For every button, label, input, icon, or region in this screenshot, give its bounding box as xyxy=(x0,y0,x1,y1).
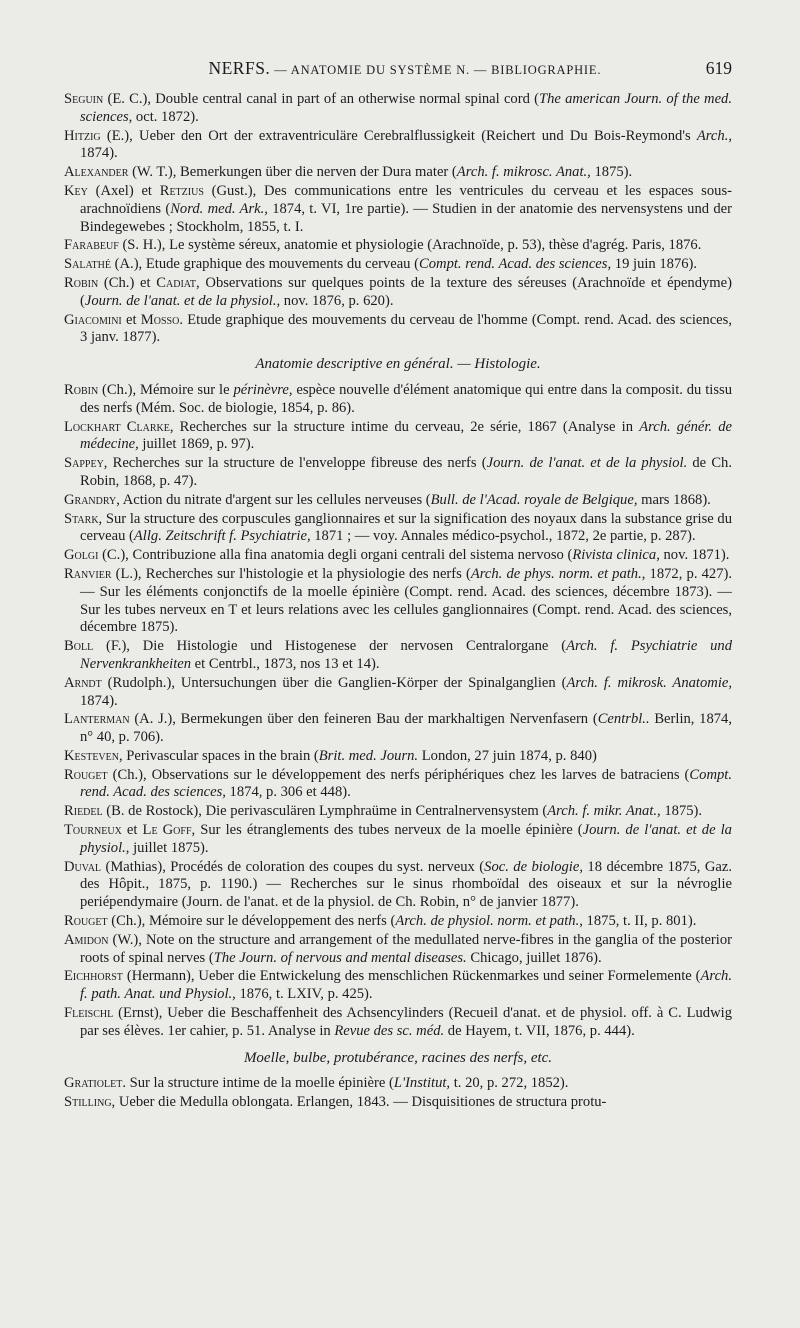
bibliography-entry xyxy=(64,256,732,274)
bibliography-body xyxy=(64,91,732,1113)
entry-text: 1875). xyxy=(590,164,633,181)
entry-text: London, 27 juin 1874, p. 840) xyxy=(418,747,597,764)
bibliography-entry xyxy=(64,511,732,547)
entry-text: , Action du nitrate d'argent sur les cellules nerveuses ( xyxy=(116,491,431,508)
entry-author: Tourneux xyxy=(64,822,122,839)
entry-text: 1874, p. 306 et 448). xyxy=(225,784,351,801)
entry-source: Compt. rend. Acad. des sciences, xyxy=(80,766,732,801)
entry-text: (W.), Note on the structure and arrangement of the medullated nerve-fibres in the ganglia of the posterior roots of spinal nerves ( xyxy=(80,931,732,966)
entry-author: Seguin xyxy=(64,91,104,107)
entry-text: de Ch. Robin, 1868, p. 47). xyxy=(80,455,732,489)
bibliography-entry xyxy=(64,492,732,510)
header-title: NERFS. — ANATOMIE DU SYSTÈME N. — BIBLIOGRAPHIE. xyxy=(208,58,602,78)
entry-source: Soc. de biologie, xyxy=(484,858,583,875)
entry-text: (C.), Contribuzione alla fina anatomia degli organi centrali del sistema nervoso ( xyxy=(98,547,573,564)
entry-author: Cadiat xyxy=(156,274,197,291)
entry-author: Robin xyxy=(64,274,99,291)
entry-source: Nord. med. Ark., xyxy=(170,200,268,217)
bibliography-entry xyxy=(64,275,732,311)
entry-text: , Ueber die Medulla oblongata. Erlangen, 1843. — Disquisitiones de structura protu- xyxy=(111,1094,607,1111)
entry-text: (S. H.), Le système séreux, anatomie et physiologie (Arachnoïde, p. 53), thèse d'agrég. Paris, 1876. xyxy=(118,237,702,254)
entry-text: 1874). xyxy=(80,692,118,709)
entry-text: (F.), Die Histologie und Histogenese der nervosen Centralorgane ( xyxy=(93,638,567,655)
bibliography-entry xyxy=(64,183,732,236)
bibliography-entry xyxy=(64,91,732,127)
entry-text: 19 juin 1876). xyxy=(611,256,698,273)
entry-text: espèce nouvelle d'élément anatomique qui entre dans la composit. du tissu des nerfs (Mém. Soc. de biologie, 1854, p. 86). xyxy=(80,381,732,416)
running-header xyxy=(64,58,732,79)
entry-text: (Ch.), Mémoire sur le développement des nerfs ( xyxy=(107,913,396,930)
bibliography-entry xyxy=(64,913,732,931)
entry-source: Arch. f. mikrosk. Anatomie, xyxy=(566,674,733,691)
entry-author: Hitzig xyxy=(64,127,101,144)
entry-source: The american Journ. of the med. sciences, xyxy=(80,91,733,125)
entry-author: Key xyxy=(64,182,88,199)
entry-text: 1875). xyxy=(660,803,703,820)
entry-text: (Hermann), Ueber die Entwickelung des menschlichen Rückenmarkes und seiner Formelemente ( xyxy=(122,968,701,985)
entry-text: . Etude graphique des mouvements du cerveau de l'homme (Compt. rend. Acad. des sciences, 3 janv. 1877). xyxy=(80,311,732,346)
entry-author: Giacomini xyxy=(64,311,122,328)
entry-source: Arch. f. path. Anat. und Physiol., xyxy=(80,968,732,1003)
entry-source: périnèvre, xyxy=(233,381,293,398)
entry-author: Mosso xyxy=(140,311,180,328)
entry-text: , Recherches sur la structure de l'enveloppe fibreuse des nerfs ( xyxy=(103,455,487,472)
bibliography-entry xyxy=(64,382,732,418)
bibliography-entry xyxy=(64,638,732,674)
bibliography-entry xyxy=(64,128,732,164)
section-heading-histology: Anatomie descriptive en général. — Histologie. xyxy=(255,356,541,373)
bibliography-entry xyxy=(64,547,732,565)
entry-author: Riedel xyxy=(64,803,103,820)
section-heading-spinal-cord: Moelle, bulbe, protubérance, racines des nerfs, etc. xyxy=(243,1049,553,1066)
entry-text: 1871 ; — voy. Annales médico-psychol., 1872, 2e partie, p. 287). xyxy=(310,528,696,545)
bibliography-entry xyxy=(64,566,732,637)
bibliography-entry xyxy=(64,237,732,255)
entry-author: Le Goff xyxy=(142,822,192,839)
entry-text: (B. de Rostock), Die perivasculären Lymphraüme in Centralnervensystem ( xyxy=(102,803,548,820)
entry-source: Arch., xyxy=(696,127,732,144)
entry-text: 1874, t. VI, 1re partie). — Studien in der anatomie des nervensystens und der Bindegewebes ; Stockholm, 1855, t. I. xyxy=(80,200,732,235)
bibliography-entry xyxy=(64,164,732,182)
entry-text: (A. J.), Bermekungen über den feineren Bau der markhaltigen Nervenfasern ( xyxy=(129,711,598,728)
entry-source: Compt. rend. Acad. des sciences, xyxy=(419,256,612,273)
entry-author: Lockhart Clarke xyxy=(64,418,170,435)
entry-text: nov. 1871). xyxy=(659,547,730,564)
entry-list-spinal-cord xyxy=(64,1075,732,1112)
entry-list-histology xyxy=(64,382,732,1041)
bibliography-entry xyxy=(64,932,732,968)
entry-author: Kesteven xyxy=(64,747,119,764)
entry-text: oct. 1872). xyxy=(132,108,199,125)
entry-source: Revue des sc. méd. xyxy=(334,1022,445,1039)
entry-author: Eichhorst xyxy=(64,968,123,985)
entry-author: Sappey xyxy=(64,455,104,472)
entry-text: (Ch.), Observations sur le développement des nerfs périphériques chez les larves de batraciens ( xyxy=(107,766,690,783)
entry-author: Retzius xyxy=(159,182,204,199)
bibliography-entry xyxy=(64,675,732,711)
entry-text: 18 décembre 1875, Gaz. des Hôpit., 1875, p. 1190.) — Recherches sur le sinus rhomboïdal des oiseaux et sur la névroglie periépendymaire (Journ. de l'anat. et de la physiol. de Ch. Robin, n° de janvier 1877). xyxy=(80,858,732,911)
entry-text: Berlin, 1874, n° 40, p. 706). xyxy=(80,711,733,746)
bibliography-entry xyxy=(64,1005,732,1041)
entry-text: (Mathias), Procédés de coloration des coupes du syst. nerveux ( xyxy=(101,858,485,875)
bibliography-entry xyxy=(64,1075,732,1093)
entry-source: Bull. de l'Acad. royale de Belgique, xyxy=(430,491,638,508)
entry-author: Gratiolet xyxy=(64,1075,123,1092)
entry-author: Arndt xyxy=(64,674,102,691)
entry-source: Allg. Zeitschrift f. Psychiatrie, xyxy=(133,528,311,545)
entry-author: Stilling xyxy=(64,1094,112,1111)
entry-source: Journ. de l'anat. et de la physiol., xyxy=(84,292,281,309)
bibliography-entry xyxy=(64,767,732,803)
entry-text: , Observations sur quelques points de la texture des séreuses (Arachnoïde et épendyme) ( xyxy=(80,274,732,309)
bibliography-entry xyxy=(64,312,732,348)
bibliography-entry xyxy=(64,968,732,1004)
entry-source: The Journ. of nervous and mental diseases. xyxy=(213,949,467,966)
entry-source: Arch. f. Psychiatrie und Nervenkrankheiten xyxy=(80,638,733,672)
entry-text: juillet 1869, p. 97). xyxy=(138,436,255,453)
entry-author: Salathé xyxy=(64,256,111,273)
entry-source: Journ. de l'anat. et de la physiol. xyxy=(486,455,688,472)
entry-text: , Sur les étranglements des tubes nerveux de la moelle épinière ( xyxy=(191,822,583,839)
entry-source: Arch. de phys. norm. et path., xyxy=(470,565,646,582)
entry-text: (Gust.), Des communications entre les ventricules du cerveau et les espaces sous-arachnoïdiens ( xyxy=(80,182,732,217)
entry-text: et xyxy=(121,822,143,839)
entry-author: Lanterman xyxy=(64,711,130,728)
entry-author: Amidon xyxy=(64,931,109,948)
entry-source: Arch. f. mikr. Anat., xyxy=(547,803,661,820)
entry-text: (Ch.) et xyxy=(98,274,157,291)
entry-text: (Axel) et xyxy=(87,182,160,199)
entry-text: , Perivascular spaces in the brain ( xyxy=(118,747,319,764)
entry-source: Arch. génér. de médecine, xyxy=(80,418,732,453)
entry-text: Chicago, juillet 1876). xyxy=(466,949,602,966)
entry-source: Brit. med. Journ. xyxy=(318,747,419,764)
entry-text: 1874). xyxy=(80,145,118,162)
entry-text: t. 20, p. 272, 1852). xyxy=(450,1075,569,1092)
bibliography-entry xyxy=(64,803,732,821)
bibliography-entry xyxy=(64,419,732,455)
entry-text: (L.), Recherches sur l'histologie et la physiologie des nerfs ( xyxy=(111,565,471,582)
bibliography-entry xyxy=(64,859,732,912)
entry-text: (Rudolph.), Untersuchungen über die Ganglien-Körper der Spinalganglien ( xyxy=(101,674,567,691)
entry-text: (A.), Etude graphique des mouvements du cerveau ( xyxy=(111,256,419,273)
entry-text: (Ch.), Mémoire sur le xyxy=(98,381,234,398)
entry-source: Arch. de physiol. norm. et path., xyxy=(395,913,583,930)
entry-text: , Sur la structure des corpuscules ganglionnaires et sur la signification des noyaux dans la substance grise du cerveau ( xyxy=(80,510,732,545)
entry-text: . Sur la structure intime de la moelle épinière ( xyxy=(122,1075,394,1092)
entry-author: Golgi xyxy=(64,547,99,564)
bibliography-entry xyxy=(64,748,732,766)
entry-text: et Centrbl., 1873, nos 13 et 14). xyxy=(191,655,380,672)
bibliography-entry xyxy=(64,1094,732,1112)
entry-author: Rouget xyxy=(64,766,108,783)
entry-author: Ranvier xyxy=(64,565,112,582)
entry-text: (E.), Ueber den Ort der extraventriculäre Cerebralflussigkeit (Reichert und Du Bois-Reymond's xyxy=(100,127,697,144)
entry-source: L'Institut, xyxy=(393,1075,451,1092)
entry-text: et xyxy=(121,311,141,328)
entry-text: juillet 1875). xyxy=(129,839,209,856)
entry-author: Boll xyxy=(64,638,94,655)
entry-text: nov. 1876, p. 620). xyxy=(280,292,394,309)
entry-author: Grandry xyxy=(64,491,117,508)
bibliography-entry xyxy=(64,455,732,491)
entry-text: (Ernst), Ueber die Beschaffenheit des Achsencylinders (Recueil d'anat. et de physiol. off. à C. Ludwig par ses élèves. 1er cahier, p. 51. Analyse in xyxy=(80,1005,732,1039)
bibliography-entry xyxy=(64,711,732,747)
page-number: 619 xyxy=(705,58,732,78)
entry-text: (E. C.), Double central canal in part of an otherwise normal spinal cord ( xyxy=(103,91,539,107)
entry-author: Stark xyxy=(64,510,99,527)
entry-text: 1872, p. 427). — Sur les éléments conjonctifs de la moelle épinière (Compt. rend. Acad. des sciences, décembre 1873). — Sur les tubes nerveux en T et leurs relations avec les cellules ganglionnaires (Compt. rend. Acad. des sciences, décembre 1875). xyxy=(80,565,733,636)
bibliography-entry xyxy=(64,822,732,858)
entry-text: , Recherches sur la structure intime du cerveau, 2e série, 1867 (Analyse in xyxy=(169,418,640,435)
entry-text: 1876, t. LXIV, p. 425). xyxy=(235,986,373,1003)
entry-author: Farabeuf xyxy=(64,237,119,254)
entry-text: mars 1868). xyxy=(637,491,711,508)
entry-author: Duval xyxy=(64,858,102,875)
entry-source: Centrbl.. xyxy=(597,711,650,728)
entry-author: Robin xyxy=(64,381,99,398)
entry-author: Alexander xyxy=(64,164,129,181)
entry-list-meninges xyxy=(64,91,732,347)
entry-source: Journ. de l'anat. et de la physiol., xyxy=(80,822,732,856)
entry-text: (W. T.), Bemerkungen über die nerven der Dura mater ( xyxy=(128,164,457,181)
entry-author: Fleischl xyxy=(64,1005,114,1022)
entry-text: 1875, t. II, p. 801). xyxy=(582,913,697,930)
entry-text: de Hayem, t. VII, 1876, p. 444). xyxy=(444,1022,635,1039)
entry-source: Rivista clinica, xyxy=(572,547,660,564)
entry-source: Arch. f. mikrosc. Anat., xyxy=(456,164,591,181)
entry-author: Rouget xyxy=(64,913,108,930)
